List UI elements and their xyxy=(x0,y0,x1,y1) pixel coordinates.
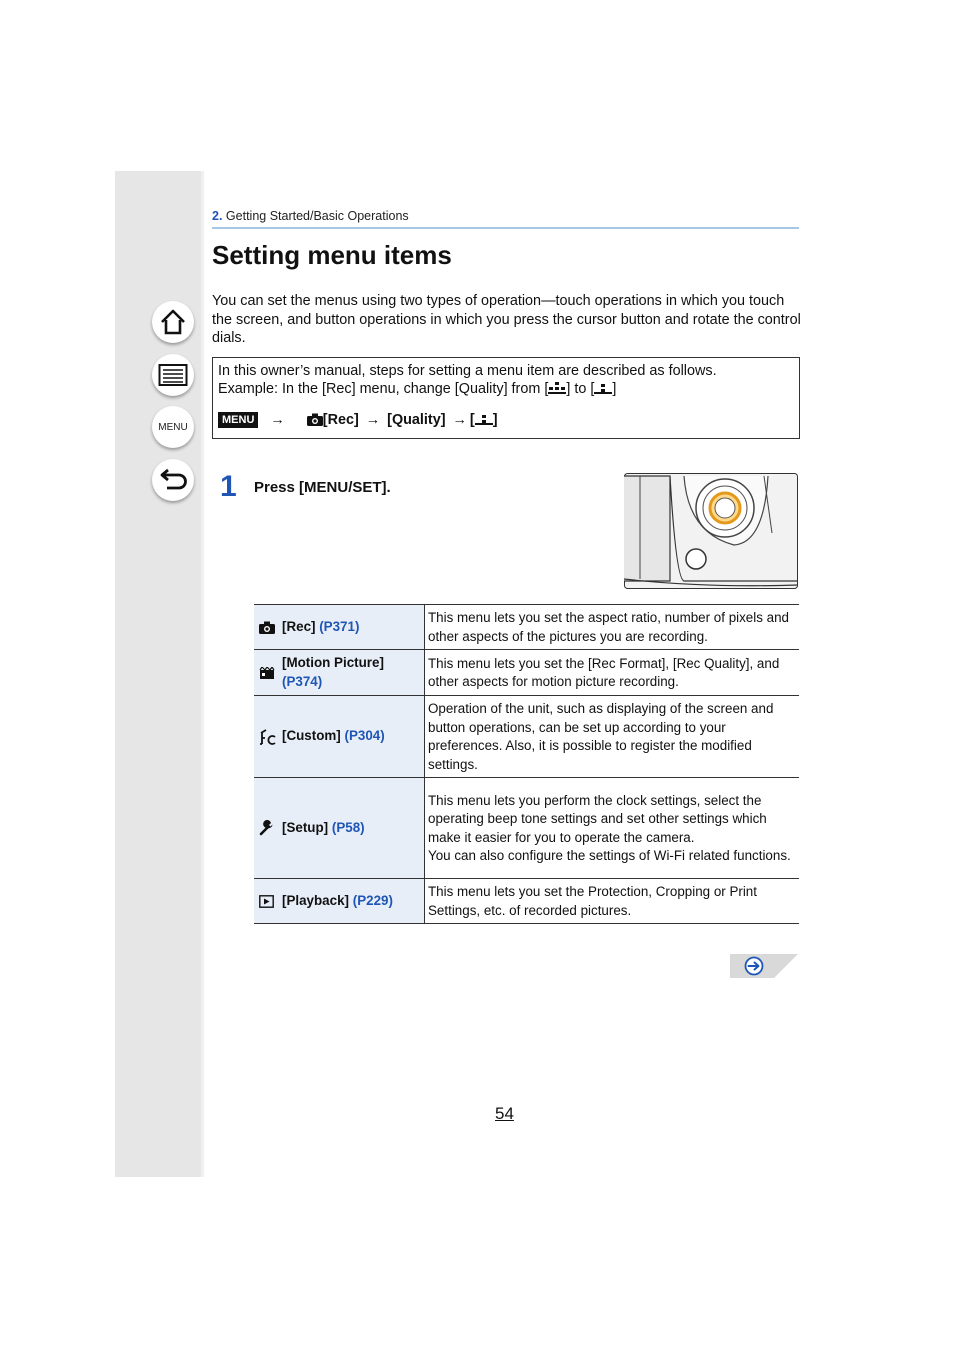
menu-label-cell xyxy=(254,650,425,696)
wrench-icon xyxy=(259,820,277,836)
camera-icon xyxy=(259,619,277,635)
contents-button[interactable] xyxy=(152,354,194,396)
menu-description: This menu lets you perform the clock settings, select the operating beep tone settings and set other settings which make it easier for you to operate the camera. You can also configure the settings of Wi-Fi related functions. xyxy=(425,778,800,879)
quality-standard-icon xyxy=(475,413,493,425)
page-link-playback[interactable]: (P229) xyxy=(352,892,393,908)
custom-icon xyxy=(259,729,277,745)
page-link-setup[interactable]: (P58) xyxy=(331,819,365,835)
page-number: 54 xyxy=(495,1104,514,1123)
step-number: 1 xyxy=(220,470,237,503)
quality-standard-icon xyxy=(594,382,612,394)
menu-name: [Rec] xyxy=(282,618,316,634)
chapter-number: 2. xyxy=(212,209,223,223)
home-button[interactable] xyxy=(152,301,194,343)
menu-description: This menu lets you set the [Rec Format], [Rec Quality], and other aspects for motion picture recording. xyxy=(425,650,800,696)
step-instruction: Press [MENU/SET]. xyxy=(254,479,391,496)
page-link-motion-picture[interactable]: (P374) xyxy=(282,673,323,689)
intro-paragraph: You can set the menus using two types of operation—touch operations in which you touch the screen, and button operations in which you press the cursor button and rotate the control dials. xyxy=(212,293,801,346)
page-link-rec[interactable]: (P371) xyxy=(319,618,360,634)
path-arrow: → xyxy=(270,412,285,428)
note-example-suffix: ] xyxy=(612,381,617,397)
menu-label-cell xyxy=(254,778,425,879)
menu-label: MENU xyxy=(158,421,188,433)
menu-label-cell xyxy=(254,605,425,650)
table-row xyxy=(254,778,799,879)
page-title: Setting menu items xyxy=(212,240,452,270)
menu-table xyxy=(254,604,799,924)
menu-badge: MENU xyxy=(218,412,258,428)
menu-name: [Custom] xyxy=(282,728,341,744)
camera-icon xyxy=(307,413,323,426)
breadcrumb xyxy=(212,209,409,223)
next-page-button[interactable] xyxy=(730,954,798,978)
return-icon xyxy=(159,468,187,492)
note-example-prefix: Example: In the [Rec] menu, change [Quality] from [ xyxy=(218,381,549,397)
menu-description: This menu lets you set the aspect ratio, number of pixels and other aspects of the pictures you are recording. xyxy=(425,605,800,650)
note-example-mid: ] to [ xyxy=(566,381,595,397)
list-icon xyxy=(158,363,188,387)
path-open-bracket: [ xyxy=(469,412,475,428)
table-row xyxy=(254,696,799,778)
chapter-title: Getting Started/Basic Operations xyxy=(225,209,409,223)
menu-name: [Motion Picture] xyxy=(282,655,384,670)
table-row xyxy=(254,879,799,924)
table-row xyxy=(254,650,799,696)
quality-fine-icon xyxy=(548,382,566,394)
menu-description: This menu lets you set the Protection, Cropping or Print Settings, etc. of recorded pictures. xyxy=(425,879,800,924)
menu-name: [Playback] xyxy=(282,892,349,908)
note-box xyxy=(212,357,800,439)
camera-illustration xyxy=(624,473,798,589)
menu-label-cell xyxy=(254,879,425,924)
back-button[interactable] xyxy=(152,459,194,501)
table-row xyxy=(254,605,799,650)
note-line-1: In this owner’s manual, steps for setting a menu item are described as follows. xyxy=(218,363,717,379)
playback-icon xyxy=(259,893,277,909)
path-arrow: → xyxy=(452,412,467,428)
menu-name: [Setup] xyxy=(282,819,329,835)
path-arrow: → xyxy=(365,412,381,428)
path-close-bracket: ] xyxy=(492,412,498,428)
menu-list-button[interactable] xyxy=(152,406,194,448)
movie-icon xyxy=(259,665,277,681)
menu-label-cell xyxy=(254,696,425,778)
breadcrumb-divider xyxy=(212,227,799,229)
note-line-2 xyxy=(218,380,616,399)
path-quality: [Quality] xyxy=(387,412,446,428)
page-link-custom[interactable]: (P304) xyxy=(344,728,385,744)
path-rec: [Rec] xyxy=(322,412,359,428)
home-icon xyxy=(159,308,187,336)
menu-description: Operation of the unit, such as displaying of the screen and button operations, can be set up according to your preferences. Also, it is possible to register the modified settings. xyxy=(425,696,800,778)
menu-path xyxy=(218,411,498,430)
next-page-icon xyxy=(746,958,763,975)
